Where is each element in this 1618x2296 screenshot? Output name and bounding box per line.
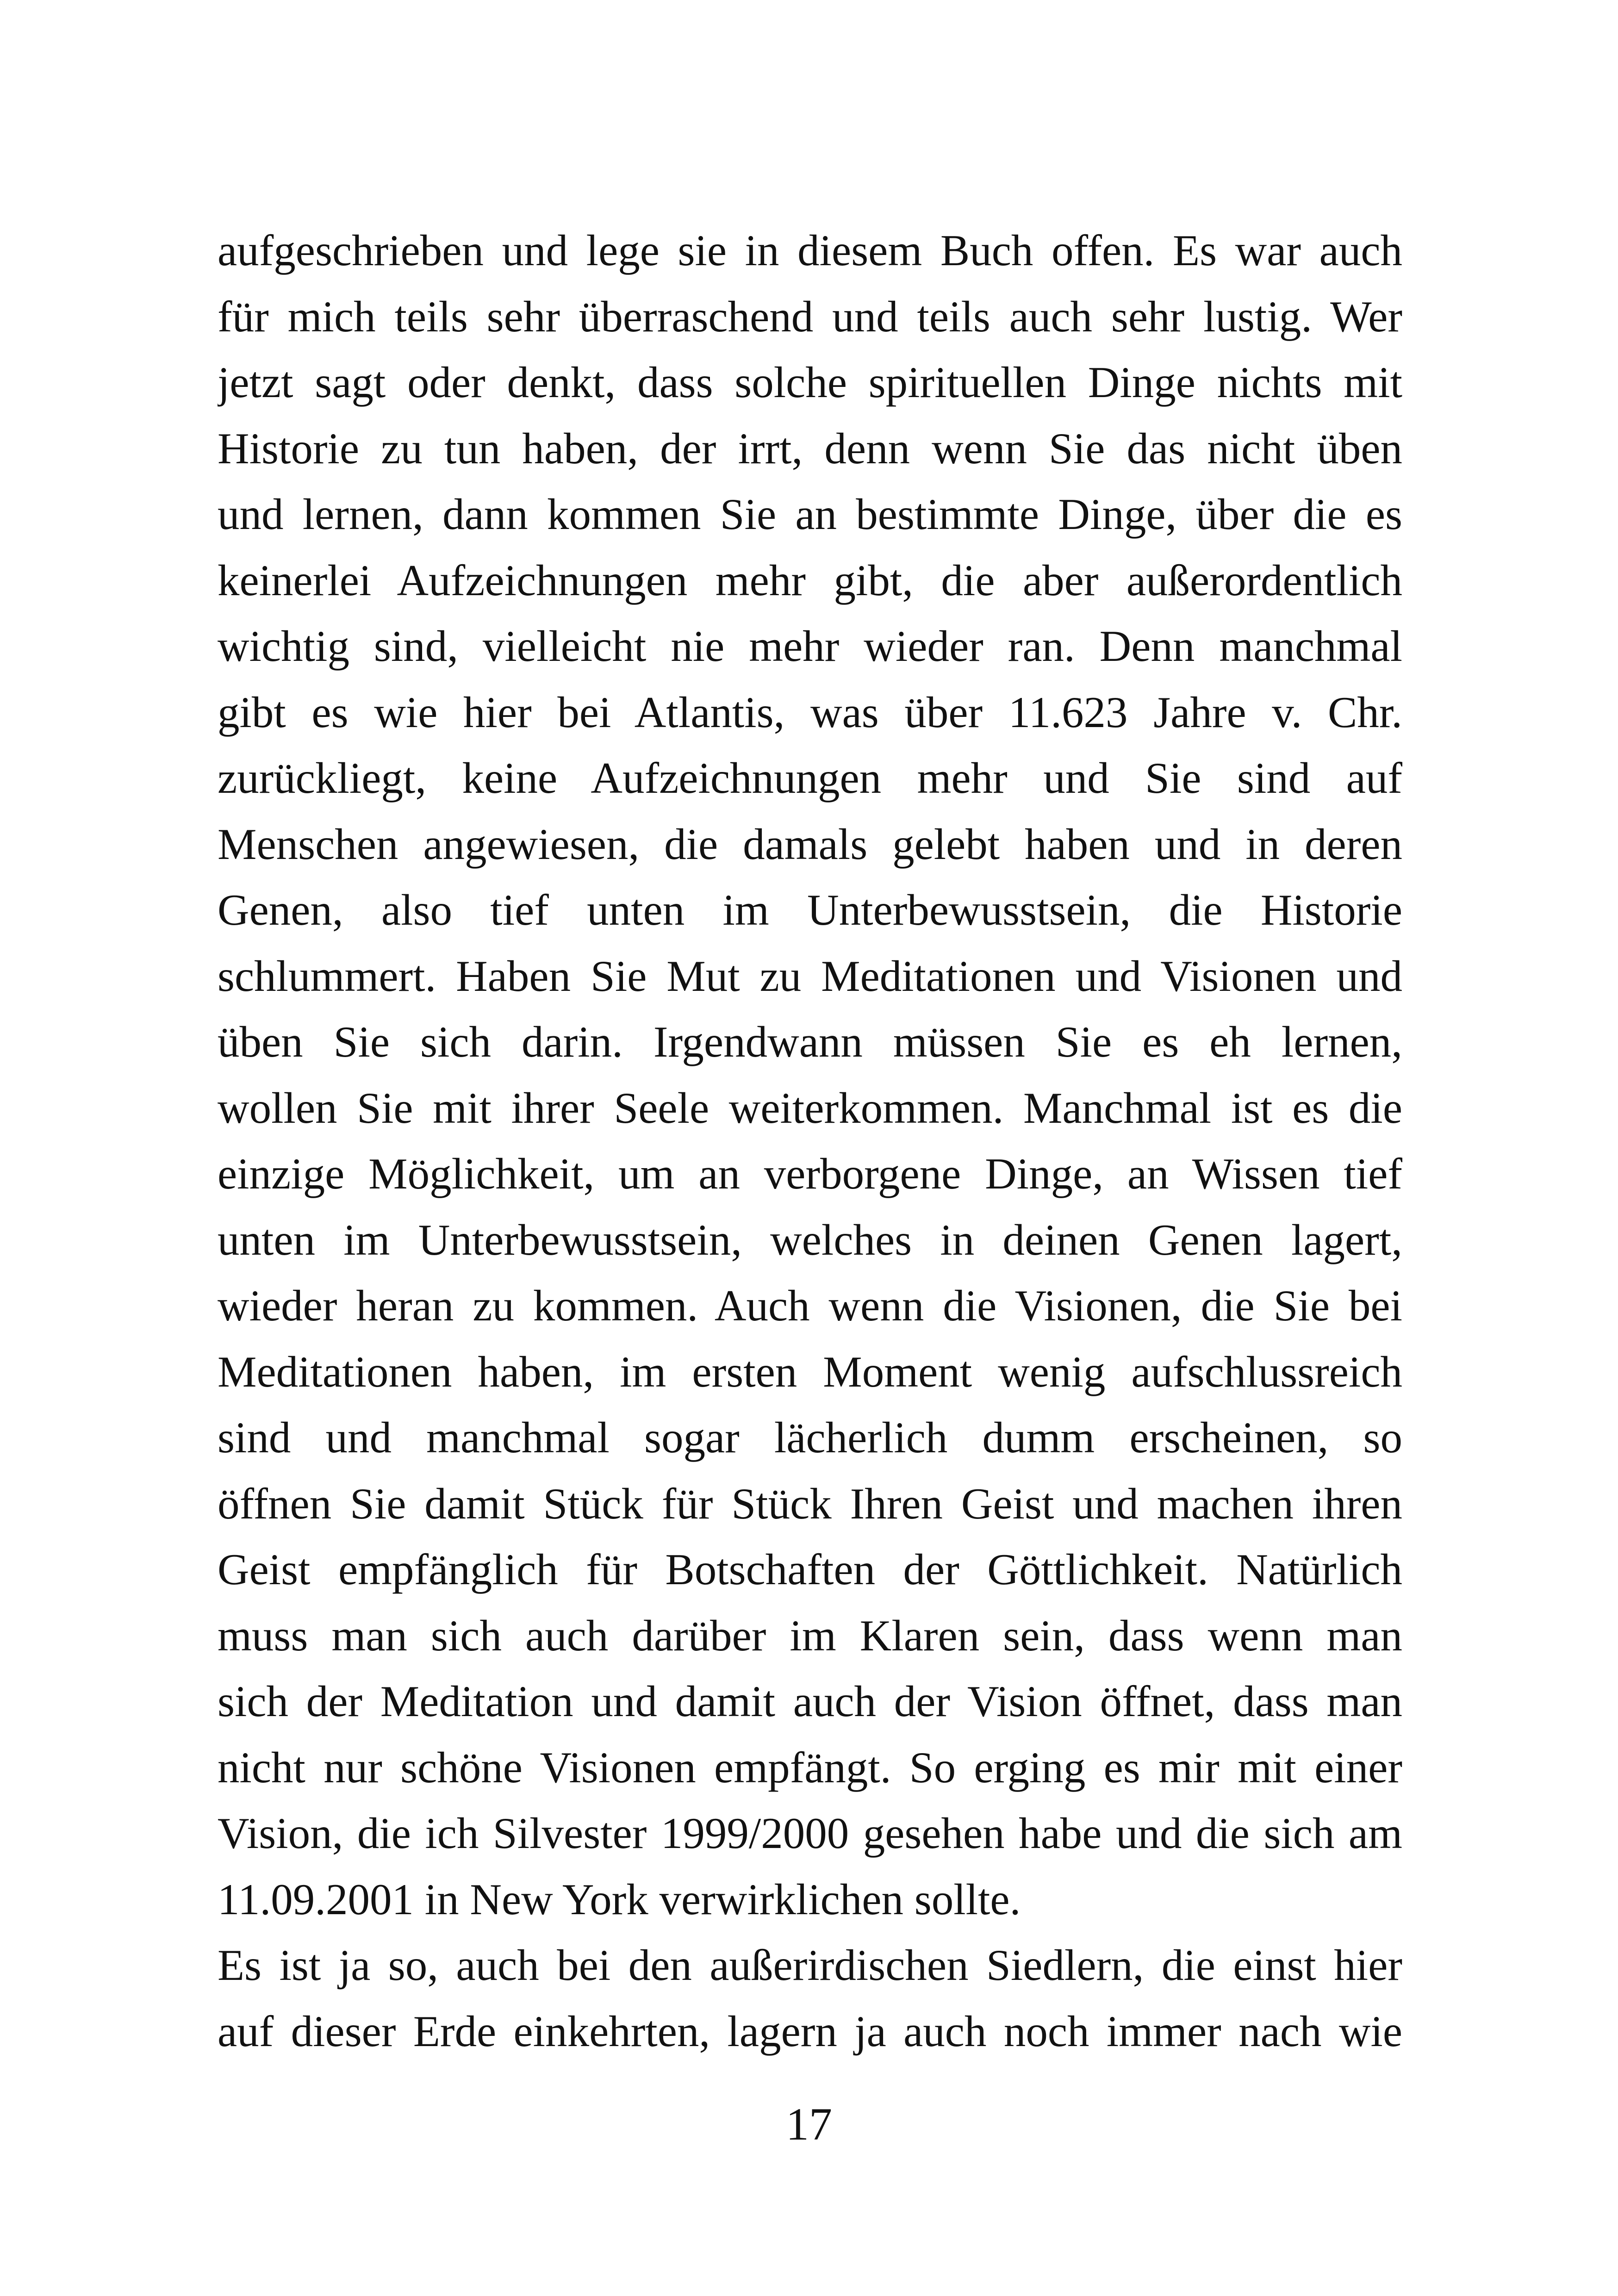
text-line: auf dieser Erde einkehrten, lagern ja auch noch immer nach wie [218, 2006, 1402, 2056]
text-line: zurückliegt, keine Aufzeichnungen mehr und Sie sind auf [218, 753, 1402, 803]
page-number: 17 [786, 2098, 832, 2150]
text-line: unten im Unterbewusstsein, welches in deinen Genen lagert, [218, 1215, 1402, 1264]
text-line: schlummert. Haben Sie Mut zu Meditationen und Visionen und [218, 951, 1402, 1001]
text-line: für mich teils sehr überraschend und teils auch sehr lustig. Wer [218, 292, 1402, 341]
text-line: wichtig sind, vielleicht nie mehr wieder ran. Denn manchmal [218, 622, 1402, 671]
text-line: Geist empfänglich für Botschaften der Göttlichkeit. Natürlich [218, 1545, 1402, 1594]
text-line: Menschen angewiesen, die damals gelebt haben und in deren [218, 819, 1402, 869]
text-line: Genen, also tief unten im Unterbewusstsein, die Historie [218, 885, 1402, 934]
text-line: aufgeschrieben und lege sie in diesem Buch offen. Es war auch [218, 226, 1402, 275]
text-line: und lernen, dann kommen Sie an bestimmte Dinge, über die es [218, 490, 1402, 539]
paragraph-1 [218, 218, 1402, 1932]
text-line: muss man sich auch darüber im Klaren sein, dass wenn man [218, 1611, 1402, 1660]
text-line: nicht nur schöne Visionen empfängt. So erging es mir mit einer [218, 1742, 1402, 1792]
text-line: keinerlei Aufzeichnungen mehr gibt, die aber außerordentlich [218, 555, 1402, 605]
text-line: Meditationen haben, im ersten Moment wenig aufschlussreich [218, 1347, 1402, 1396]
text-line: Vision, die ich Silvester 1999/2000 gesehen habe und die sich am [218, 1809, 1402, 1858]
text-line: sich der Meditation und damit auch der Vision öffnet, dass man [218, 1677, 1402, 1726]
page-body [218, 218, 1402, 2064]
text-line: sind und manchmal sogar lächerlich dumm erscheinen, so [218, 1413, 1402, 1462]
text-line: Es ist ja so, auch bei den außerirdischen Siedlern, die einst hier [218, 1941, 1402, 1990]
text-line: öffnen Sie damit Stück für Stück Ihren Geist und machen ihren [218, 1479, 1402, 1528]
text-line: üben Sie sich darin. Irgendwann müssen Sie es eh lernen, [218, 1017, 1402, 1066]
text-line: wollen Sie mit ihrer Seele weiterkommen. Manchmal ist es die [218, 1083, 1402, 1132]
text-line: einzige Möglichkeit, um an verborgene Dinge, an Wissen tief [218, 1149, 1402, 1198]
paragraph-2 [218, 1932, 1402, 2064]
text-line: jetzt sagt oder denkt, dass solche spirituellen Dinge nichts mit [218, 358, 1402, 407]
text-line: 11.09.2001 in New York verwirklichen sollte. [218, 1874, 1021, 1924]
text-line: Historie zu tun haben, der irrt, denn wenn Sie das nicht üben [218, 423, 1402, 473]
text-line: gibt es wie hier bei Atlantis, was über 11.623 Jahre v. Chr. [218, 687, 1402, 737]
text-line: wieder heran zu kommen. Auch wenn die Visionen, die Sie bei [218, 1281, 1402, 1330]
